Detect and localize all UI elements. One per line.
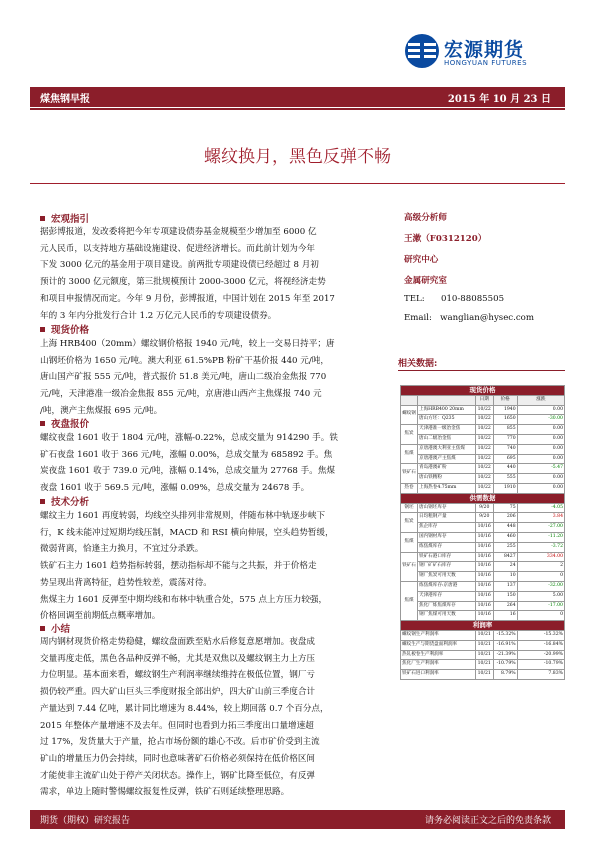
table-row: 热轧板卷生产利润率 10/21 -21.39% -20.99% bbox=[401, 650, 565, 660]
table-row: 螺纹钢生产利润率 10/21 -15.32% -15.32% bbox=[401, 630, 565, 640]
related-data-title: 相关数据: bbox=[398, 359, 438, 369]
table-row: 焦化厂炼焦煤库存 10/16 264 -17.00 bbox=[401, 601, 565, 611]
table-title-row: 利润率 bbox=[401, 621, 565, 631]
analyst-name: 王漱（F0312120） bbox=[404, 234, 487, 244]
table-row: 钢坯 唐山钢坯库存 9/20 75 -4.05 bbox=[401, 503, 565, 513]
title-divider bbox=[30, 183, 565, 184]
table-row: 钢厂焦煤可用天数 10/16 16 0 bbox=[401, 611, 565, 621]
related-data-divider bbox=[398, 370, 565, 371]
report-date: 2015 年 10 月 23 日 bbox=[447, 94, 551, 105]
table-row: 钢厂焦炭可用天数 10/16 10 0 bbox=[401, 572, 565, 582]
section-heading-night: 夜盘报价 bbox=[40, 416, 89, 430]
table-title-row: 现货价格 bbox=[401, 386, 565, 396]
table-row: 焦煤 京唐港澳大利亚主焦煤 10/22 740 0.00 bbox=[401, 444, 565, 454]
logo-name-cn: 宏源期货 bbox=[444, 39, 525, 61]
table-row: 铁矿石 铁矿石港口库存 10/16 8427 334.00 bbox=[401, 552, 565, 562]
section-heading-spot: 现货价格 bbox=[40, 322, 89, 336]
analyst-tel: TEL: 010-88085505 bbox=[404, 294, 505, 304]
bullet-icon bbox=[40, 327, 45, 332]
logo-name-en: HONGYUAN FUTURES bbox=[444, 59, 528, 67]
table-row: 铁矿石 青岛港澳矿粉 10/22 440 -5.47 bbox=[401, 464, 565, 474]
bullet-icon bbox=[40, 216, 45, 221]
section-body-macro: 据彭博报道，发改委将把今年专项建设债券基金规模至少增加至 6000 亿 元人民币，以支持地方基础设施建设、促进经济增长。而此前计划为今年 下发 3000 亿元的基金用于项目建设。前两批专项建设债已经超过 8 月初 预计的 3000 亿元额度，第三批规模预计 2000-3000 亿元，将视经济走势 和项目申报情况而定。今年 9 月份，彭博报道，中国计划在 2015 年至 2017 年的 3 年内分批发行合计 1.2 万亿元人民币的专项建设债券。 bbox=[40, 227, 335, 321]
analyst-role: 高级分析师 bbox=[404, 213, 447, 223]
section-heading-summary: 小结 bbox=[40, 621, 70, 635]
report-name: 煤焦钢早报 bbox=[40, 94, 90, 105]
page-title: 螺纹换月，黑色反弹不畅 bbox=[204, 147, 391, 167]
table-row: 天津港库存 10/16 150 5.00 bbox=[401, 591, 565, 601]
table-row: 唐山铁精粉 10/22 555 0.00 bbox=[401, 474, 565, 484]
table-row: 唐山方坯：Q235 10/22 1650 -30.00 bbox=[401, 415, 565, 425]
bullet-icon bbox=[40, 626, 45, 631]
table-row: 焦煤 国内钢材库存 10/16 460 -11.20 bbox=[401, 532, 565, 542]
table-row: 京唐港澳产主焦煤 10/22 695 0.00 bbox=[401, 454, 565, 464]
table-column-header: 日期 价格 涨跌 bbox=[401, 395, 565, 405]
bullet-icon bbox=[40, 421, 45, 426]
table-row: 焦煤 炼焦煤库存:京唐港 10/16 137 -32.00 bbox=[401, 581, 565, 591]
table-title-row: 供需数据 bbox=[401, 493, 565, 503]
footer-disclaimer[interactable]: 请务必阅读正文之后的免责条款 bbox=[424, 816, 551, 826]
bullet-icon bbox=[40, 499, 45, 504]
table-row: 焦炭 天津港准一级冶金焦 10/22 855 0.00 bbox=[401, 425, 565, 435]
section-body-night: 螺纹夜盘 1601 收于 1804 元/吨，涨幅-0.22%，总成交量为 914290 手。铁 矿石夜盘 1601 收于 366 元/吨，涨幅 0.00%，总成交量为 685892 手。焦 炭夜盘 1601 收于 739.0 元/吨，涨幅 0.14%，总成交量为 27768 手。焦煤 夜盘 1601 收于 569.5 元/吨，涨幅 0.09%，总成交量为 24678 手。 bbox=[40, 433, 338, 494]
table-row: 铁矿石进口利润率 10/21 8.79% 7.83% bbox=[401, 670, 565, 680]
header-underline bbox=[30, 108, 565, 110]
table-row: 螺纹生产与期货盘面利润率 10/21 -16.91% -16.84% bbox=[401, 640, 565, 650]
table-row: 热卷 上海热卷4.75mm 10/22 1910 0.00 bbox=[401, 483, 565, 493]
table-row: 炼焦煤库存 10/16 255 -3.72 bbox=[401, 542, 565, 552]
analyst-lab: 金属研究室 bbox=[404, 276, 447, 286]
company-logo bbox=[404, 33, 564, 73]
analyst-email[interactable]: Email: wanglian@hysec.com bbox=[404, 313, 534, 323]
section-heading-technical: 技术分析 bbox=[40, 494, 89, 508]
market-data-table bbox=[400, 385, 565, 680]
section-body-technical: 螺纹主力 1601 再度转弱，均线空头排列非常规则，伴随布林中轨逐步峡下 行，K 线未能冲过短期均线压制，MACD 和 RSI 横向伸展，空头趋势暂缓， 微弱背离，恰逢主力换月，不宜过分杀跌。 铁矿石主力 1601 趋势指标转弱，摆动指标却不能与之共振，并于价格走 势呈现出背离特征，趋势性较差，震荡对待。 焦煤主力 1601 反弹至中期均线和布林中轨重合处，575 点上方压力较强， 价格回调至前期低点概率增加。 bbox=[40, 511, 334, 622]
table-row: 唐山二级冶金焦 10/22 770 0.00 bbox=[401, 434, 565, 444]
footer-report-type: 期货（期权）研究报告 bbox=[40, 816, 131, 826]
table-row: 焦化厂生产利润率 10/21 -10.79% -10.79% bbox=[401, 660, 565, 670]
table-row: 焦企库存 10/16 448 -27.00 bbox=[401, 523, 565, 533]
analyst-dept: 研究中心 bbox=[404, 255, 439, 265]
logo-mark-icon bbox=[404, 33, 440, 69]
table-row: 螺纹钢 上海HRB400 20mm 10/22 1940 0.00 bbox=[401, 405, 565, 415]
table-row: 钢厂矿矿石库存 10/16 24 2 bbox=[401, 562, 565, 572]
section-body-spot: 上海 HRB400（20mm）螺纹钢价格报 1940 元/吨，较上一交易日持平；唐 山钢坯价格为 1650 元/吨。澳大利亚 61.5%PB 粉矿干基价报 440 元/吨， 唐山国产矿报 555 元/吨，普式报价 51.8 美元/吨，唐山二级冶金焦报 770 元/吨，天津港准一级冶金焦报 855 元/吨，京唐港山西产主焦煤报 740 元 /吨，澳产主焦煤报 695 元/吨。 bbox=[40, 339, 335, 416]
section-heading-macro: 宏观指引 bbox=[40, 211, 89, 225]
section-body-summary: 周内钢材现货价格走势稳健，螺纹盘面跌至贴水后修复意愿增加。夜盘成 交量再度走低，黑色各品种反弹不畅，尤其是双焦以及螺纹钢主力上方压 力位明显。基本面来看，螺纹钢生产利润率继续维持在极低位置，钢厂亏 损仍较严重。四大矿山巨头三季度财报全部出炉，四大矿山前三季度合计 产量达到 7.44 亿吨，累计同比增速为 8.44%，较上期回落 0.7 个百分点， 2015 年整体产量增速不及去年。但同时也看到力拓三季度出口量增速超 过 17%，发货量大于产量，抢占市场份额的雄心不改。后市矿价受到主流 矿山的增量压力仍会持续，同时也意味著矿石价格必须保持在低价格区间 才能使非主流矿山处于停产关闭状态。操作上，钢矿比降至低位，有反弹 需求，单边上随时警惕螺纹报复性反弹，铁矿石则延续整理思路。 bbox=[40, 637, 329, 798]
table-row: 焦炭 日均粗钢产量 9/20 206 3.84 bbox=[401, 513, 565, 523]
